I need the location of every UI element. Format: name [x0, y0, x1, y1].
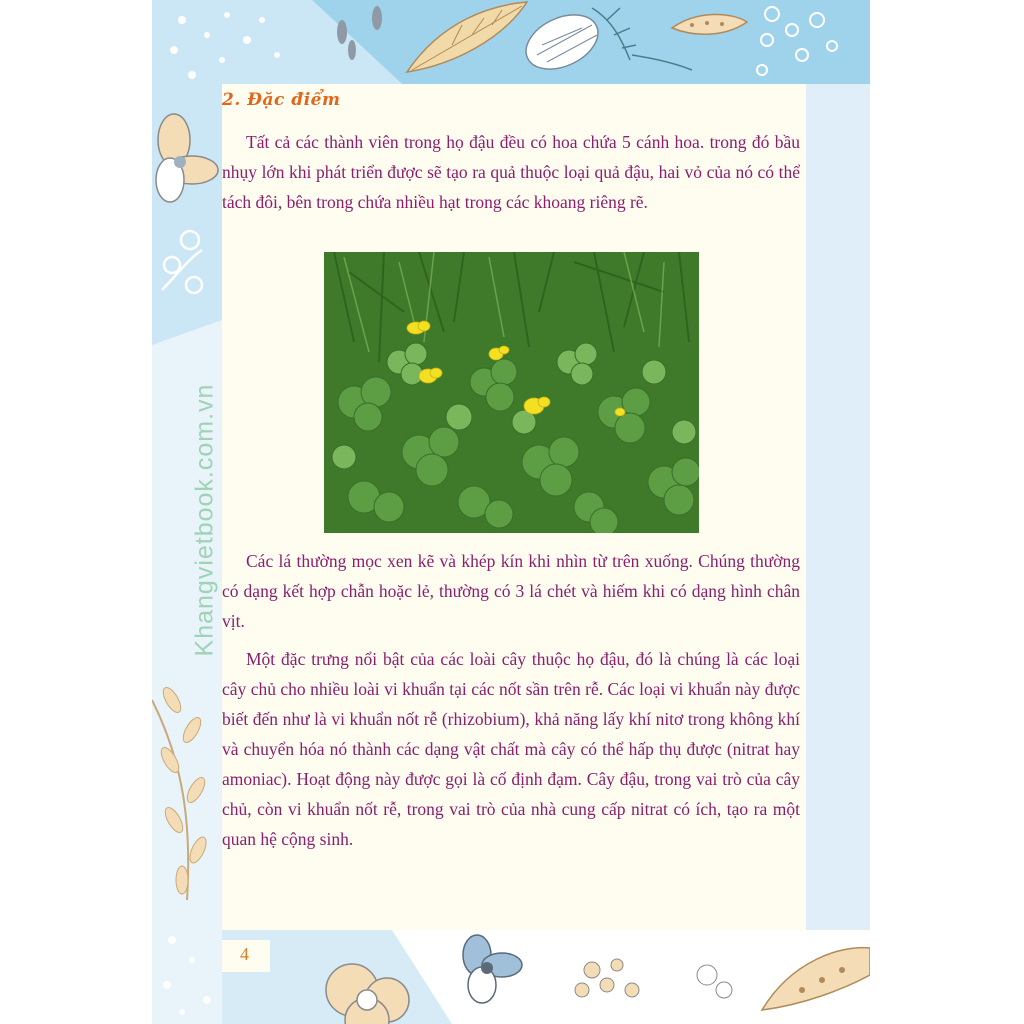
clover-photo	[324, 252, 699, 533]
page-number: 4	[240, 944, 249, 964]
book-page	[152, 0, 870, 1024]
paragraph-leaves: Các lá thường mọc xen kẽ và khép kín khi nhìn từ trên xuống. Chúng thường có dạng kết hợp chẫn hoặc lẻ, thường có 3 lá chét và hiếm khi có dạng hình chân vịt.	[222, 551, 800, 631]
paragraph-nitrogen-fixation: Một đặc trưng nổi bật của các loài cây thuộc họ đậu, đó là chúng là các loại cây chủ cho nhiều loài vi khuẩn tại các nốt sần trên rễ. Các loại vi khuẩn này được biết đến như là vi khuẩn nốt rễ (rhizobium), khả năng lấy khí nitơ trong không khí và chuyển hóa nó thành các dạng vật chất mà cây có thể hấp thụ được (nitrat hay amoniac). Hoạt động này được gọi là cố định đạm. Cây đậu, trong vai trò của cây chủ, còn vi khuẩn nốt rễ, trong vai trò của nhà cung cấp nitrat có ích, tạo ra một quan hệ cộng sinh.	[222, 649, 800, 849]
paragraph-flowers: Tất cả các thành viên trong họ đậu đều có hoa chứa 5 cánh hoa. trong đó bầu nhụy lớn khi phát triển được sẽ tạo ra quả thuộc loại quả đậu, hai vỏ của nó có thể tách đôi, bên trong chứa nhiều hạt trong các khoang riêng rẽ.	[222, 132, 800, 212]
publisher-watermark: Khangvietbook.com.vn	[190, 383, 219, 657]
section-heading: 2. Đặc điểm	[222, 90, 341, 110]
